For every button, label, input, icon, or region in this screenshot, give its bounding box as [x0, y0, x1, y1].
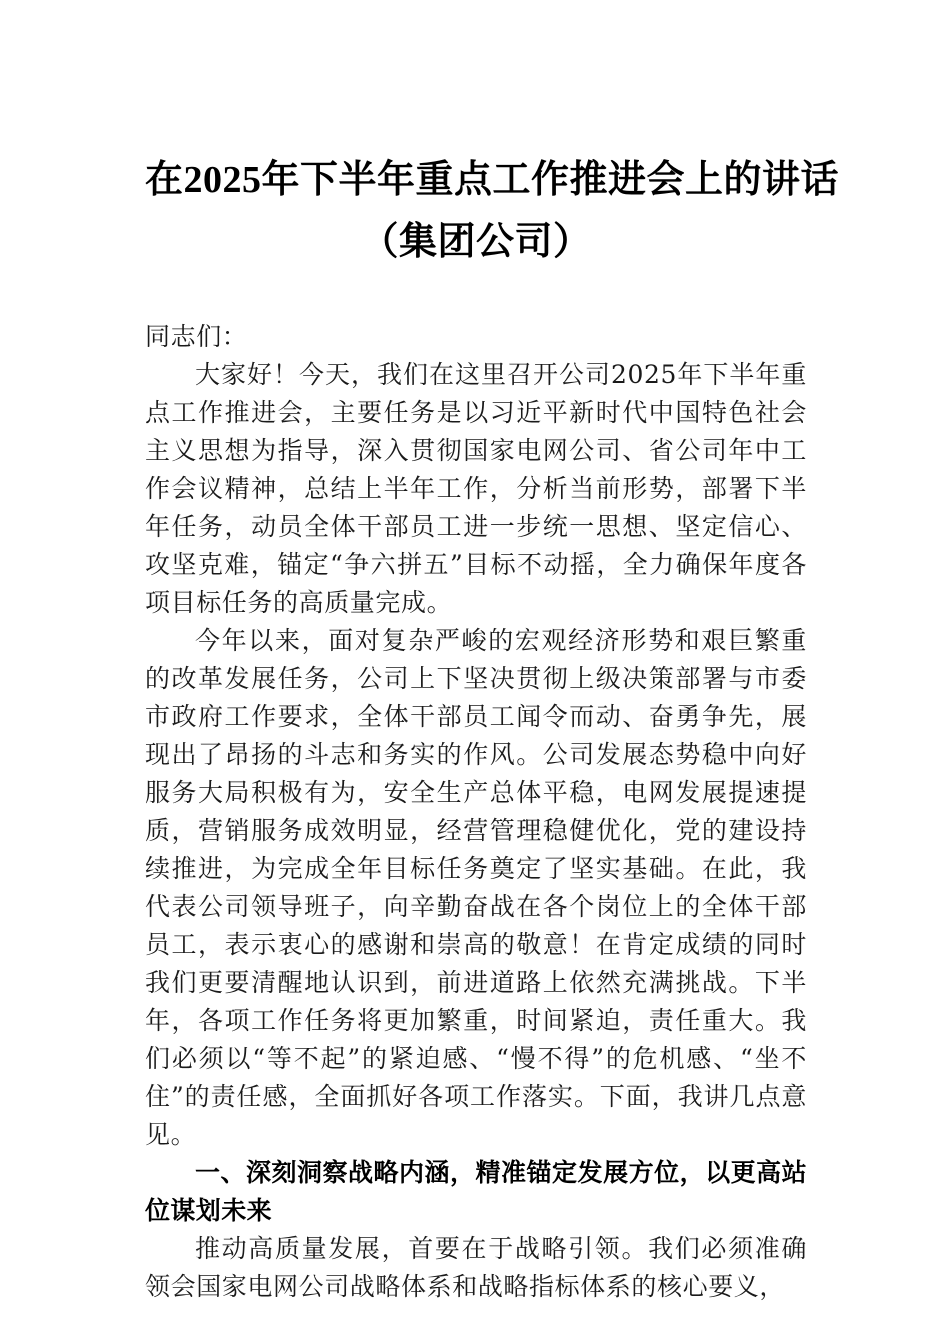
section-body-paragraph: 推动高质量发展，首要在于战略引领。我们必须准确领会国家电网公司战略体系和战略指标体系的核心要义， [145, 1234, 807, 1301]
body-paragraph: 大家好！今天，我们在这里召开公司2025年下半年重点工作推进会，主要任务是以习近平新时代中国特色社会主义思想为指导，深入贯彻国家电网公司、省公司年中工作会议精神，总结上半年工作，分析当前形势，部署下半年任务，动员全体干部员工进一步统一思想、坚定信心、攻坚克难，锚定“争六拼五”目标不动摇，全力确保年度各项目标任务的高质量完成。 [145, 360, 807, 617]
section-heading: 一、深刻洞察战略内涵，精准锚定发展方位，以更高站位谋划未来 [145, 1159, 807, 1225]
body-paragraph: 今年以来，面对复杂严峻的宏观经济形势和艰巨繁重的改革发展任务，公司上下坚决贯彻上级决策部署与市委市政府工作要求，全体干部员工闻令而动、奋勇争先，展现出了昂扬的斗志和务实的作风。公司发展态势稳中向好服务大局积极有为，安全生产总体平稳，电网发展提速提质，营销服务成效明显，经营管理稳健优化，党的建设持续推进，为完成全年目标任务奠定了坚实基础。在此，我代表公司领导班子，向辛勤奋战在各个岗位上的全体干部员工，表示衷心的感谢和崇高的敬意！在肯定成绩的同时我们更要清醒地认识到，前进道路上依然充满挑战。下半年，各项工作任务将更加繁重，时间紧迫，责任重大。我们必须以“等不起”的紧迫感、“慢不得”的危机感、“坐不住”的责任感，全面抓好各项工作落实。下面，我讲几点意见。 [145, 626, 807, 1149]
document-body [145, 0, 840, 1306]
document-subtitle: （集团公司） [360, 221, 592, 263]
salutation: 同志们： [145, 322, 248, 351]
document-title: 在2025年下半年重点工作推进会上的讲话 [145, 159, 840, 201]
